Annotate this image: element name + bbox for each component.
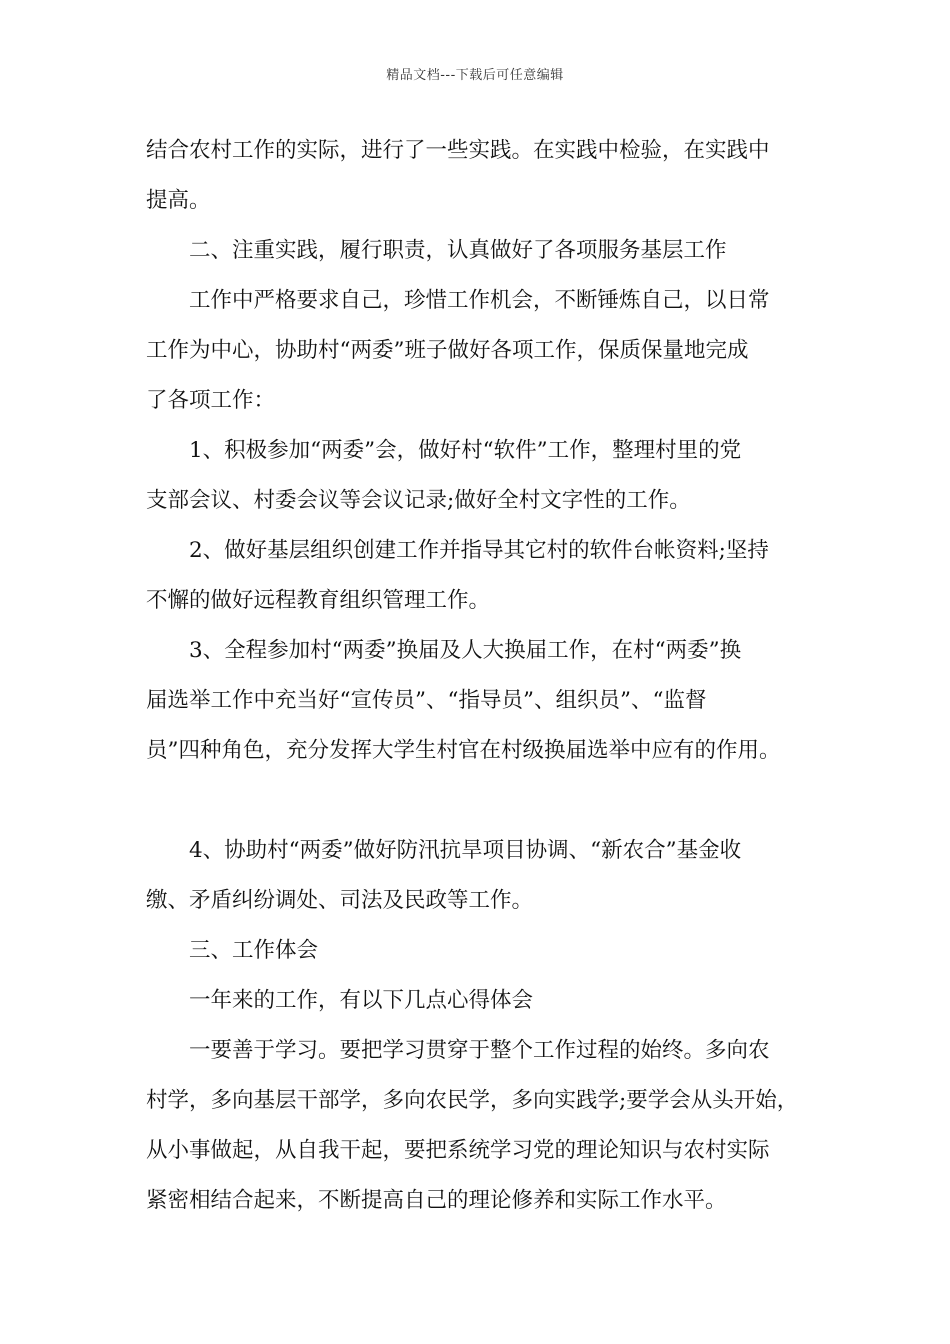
text-line: 紧密相结合起来，不断提高自己的理论修养和实际工作水平。 <box>146 1188 727 1213</box>
text-line: 届选举工作中充当好“宣传员”、“指导员”、组织员”、“监督 <box>146 688 707 713</box>
list-item: 2、做好基层组织创建工作并指导其它村的软件台帐资料;坚持 <box>189 538 769 563</box>
section-heading: 二、注重实践，履行职责，认真做好了各项服务基层工作 <box>189 238 727 263</box>
text-line: 员”四种角色，充分发挥大学生村官在村级换届选举中应有的作用。 <box>146 738 781 763</box>
text-line: 结合农村工作的实际，进行了一些实践。在实践中检验，在实践中 <box>146 138 770 163</box>
page-header: 精品文档---下载后可任意编辑 <box>386 68 564 83</box>
list-item: 1、积极参加“两委”会，做好村“软件”工作，整理村里的党 <box>189 438 742 463</box>
text-line: 支部会议、村委会议等会议记录;做好全村文字性的工作。 <box>146 488 691 513</box>
text-line: 村学，多向基层干部学，多向农民学，多向实践学;要学会从头开始， <box>146 1088 799 1113</box>
text-line: 工作中严格要求自己，珍惜工作机会，不断锤炼自己，以日常 <box>189 288 770 313</box>
text-line: 一年来的工作，有以下几点心得体会 <box>189 988 534 1013</box>
section-heading: 三、工作体会 <box>189 938 319 963</box>
text-line: 了各项工作： <box>146 388 276 413</box>
text-line: 一要善于学习。要把学习贯穿于整个工作过程的始终。多向农 <box>189 1038 770 1063</box>
text-line: 不懈的做好远程教育组织管理工作。 <box>146 588 491 613</box>
list-item: 4、协助村“两委”做好防汛抗旱项目协调、“新农合”基金收 <box>189 838 742 863</box>
text-line: 工作为中心，协助村“两委”班子做好各项工作，保质保量地完成 <box>146 338 749 363</box>
list-item: 3、全程参加村“两委”换届及人大换届工作，在村“两委”换 <box>189 638 742 663</box>
text-line: 缴、矛盾纠纷调处、司法及民政等工作。 <box>146 888 534 913</box>
text-line: 从小事做起，从自我干起，要把系统学习党的理论知识与农村实际 <box>146 1138 770 1163</box>
text-line: 提高。 <box>146 188 211 213</box>
